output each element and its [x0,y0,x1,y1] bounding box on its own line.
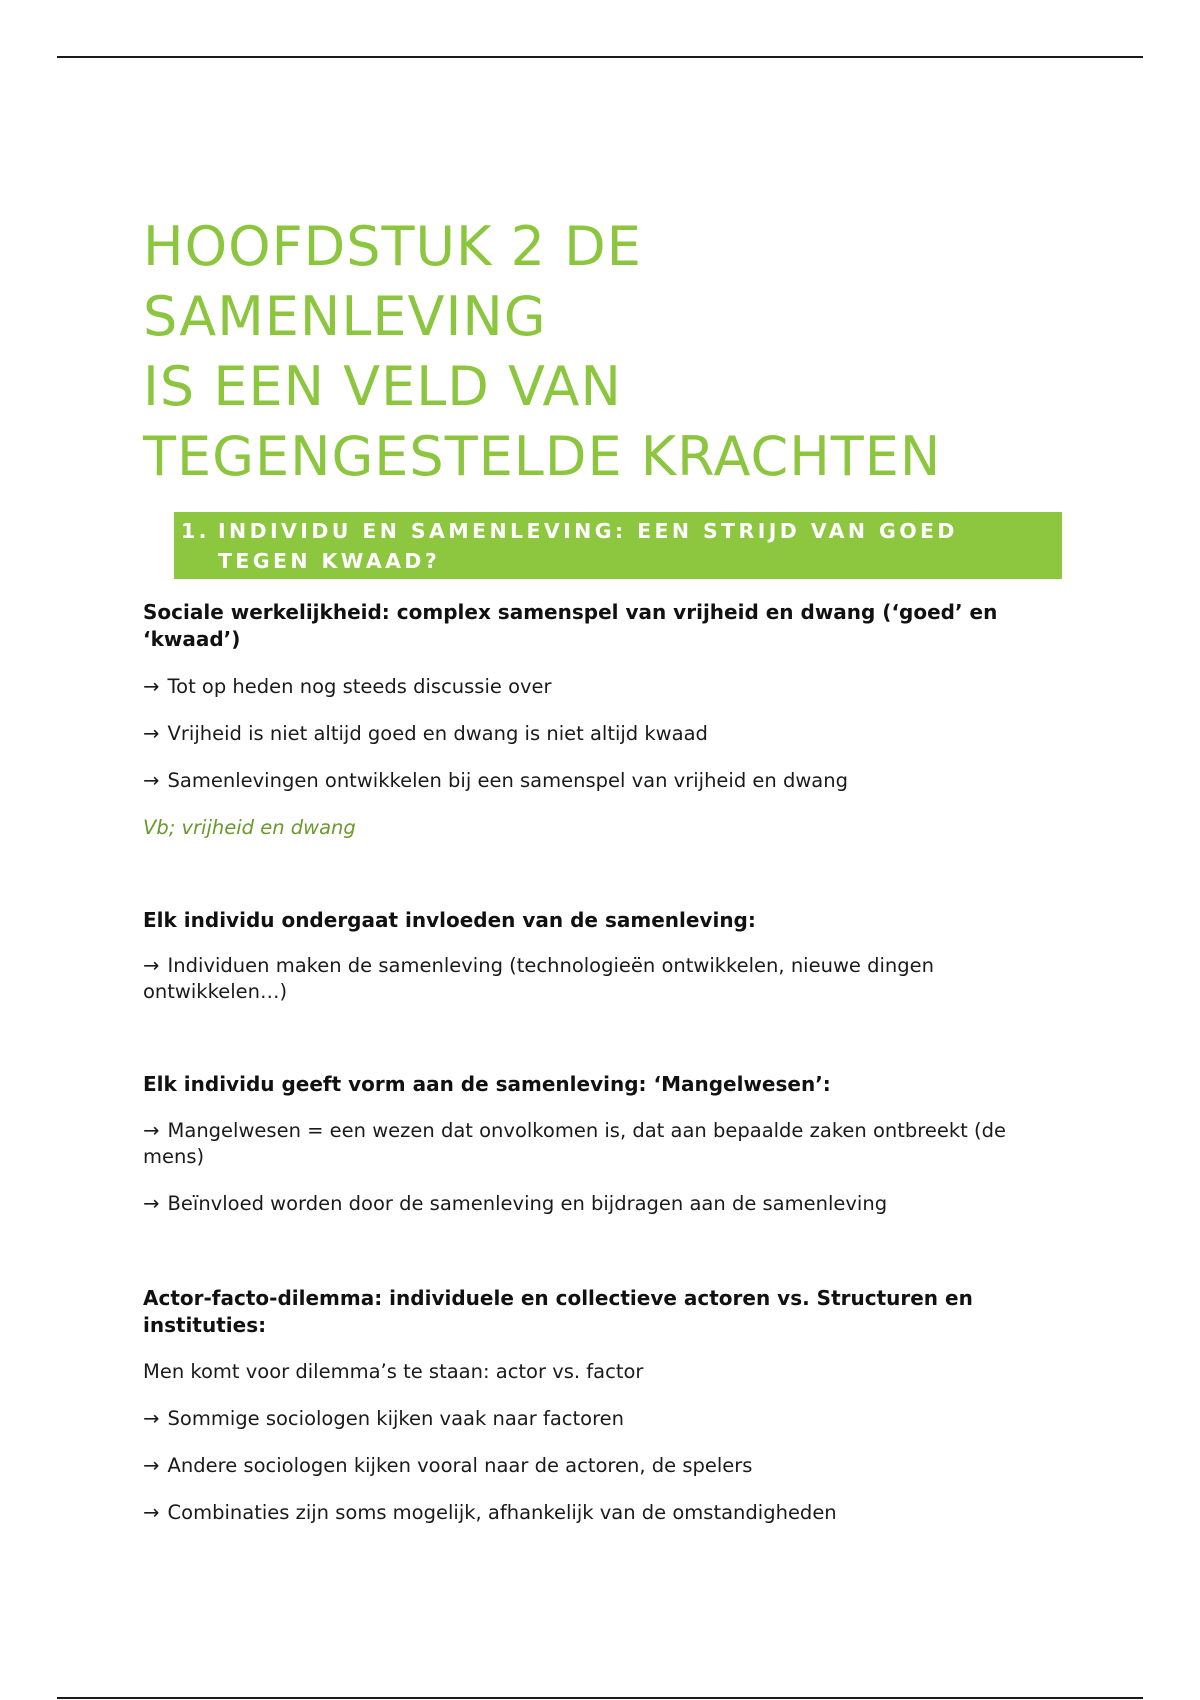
arrow-icon: → [143,1501,160,1524]
bullet-text: Beïnvloed worden door de samenleving en bijdragen aan de samenleving [167,1192,888,1215]
bullet-item [143,953,1063,1005]
bullet-item [143,674,1063,700]
arrow-icon: → [143,1454,160,1477]
document-body [143,212,1063,1526]
bullet-text: Sommige sociologen kijken vaak naar factoren [167,1407,625,1430]
chapter-title-line: HOOFDSTUK 2 DE SAMENLEVING [143,215,642,348]
bullet-item [143,1118,1063,1170]
block-heading-invloeden: Elk individu ondergaat invloeden van de samenleving: [143,908,756,932]
bullet-text: Mangelwesen = een wezen dat onvolkomen is, dat aan bepaalde zaken ontbreekt (de mens) [143,1119,1006,1168]
bullet-item [143,1453,1063,1479]
chapter-title [143,212,1063,492]
block-heading-actor-facto: Actor-facto-dilemma: individuele en collectieve actoren vs. Structuren en instituties: [143,1286,973,1337]
bullet-item [143,1191,1063,1217]
arrow-icon: → [143,769,160,792]
example-text: Vb; vrijheid en dwang [143,816,356,839]
bullet-text: Individuen maken de samenleving (technologieën ontwikkelen, nieuwe dingen ontwikkelen…) [143,954,934,1003]
intro-text: Men komt voor dilemma’s te staan: actor vs. factor [143,1360,644,1383]
bullet-text: Tot op heden nog steeds discussie over [167,675,552,698]
arrow-icon: → [143,722,160,745]
section-heading-bar [174,512,1062,579]
arrow-icon: → [143,954,160,977]
bullet-text: Andere sociologen kijken vooral naar de actoren, de spelers [167,1454,753,1477]
section-title: INDIVIDU EN SAMENLEVING: EEN STRIJD VAN GOED TEGEN KWAAD? [218,519,958,573]
bottom-rule [57,1697,1143,1699]
bullet-item [143,1406,1063,1432]
top-rule [57,56,1143,58]
bullet-text: Combinaties zijn soms mogelijk, afhankelijk van de omstandigheden [167,1501,837,1524]
bullet-text: Vrijheid is niet altijd goed en dwang is niet altijd kwaad [167,722,708,745]
arrow-icon: → [143,1407,160,1430]
arrow-icon: → [143,1119,160,1142]
block-heading-sociale-werkelijkheid: Sociale werkelijkheid: complex samenspel van vrijheid en dwang (‘goed’ en ‘kwaad’) [143,600,998,651]
bullet-item [143,768,1063,794]
bullet-item [143,1500,1063,1526]
bullet-text: Samenlevingen ontwikkelen bij een samenspel van vrijheid en dwang [167,769,848,792]
block-heading-mangelwesen: Elk individu geeft vorm aan de samenleving: ‘Mangelwesen’: [143,1072,831,1096]
arrow-icon: → [143,675,160,698]
arrow-icon: → [143,1192,160,1215]
chapter-title-line: TEGENGESTELDE KRACHTEN [143,425,942,488]
bullet-item [143,721,1063,747]
section-number: 1. [181,519,210,543]
chapter-title-line: IS EEN VELD VAN [143,355,622,418]
